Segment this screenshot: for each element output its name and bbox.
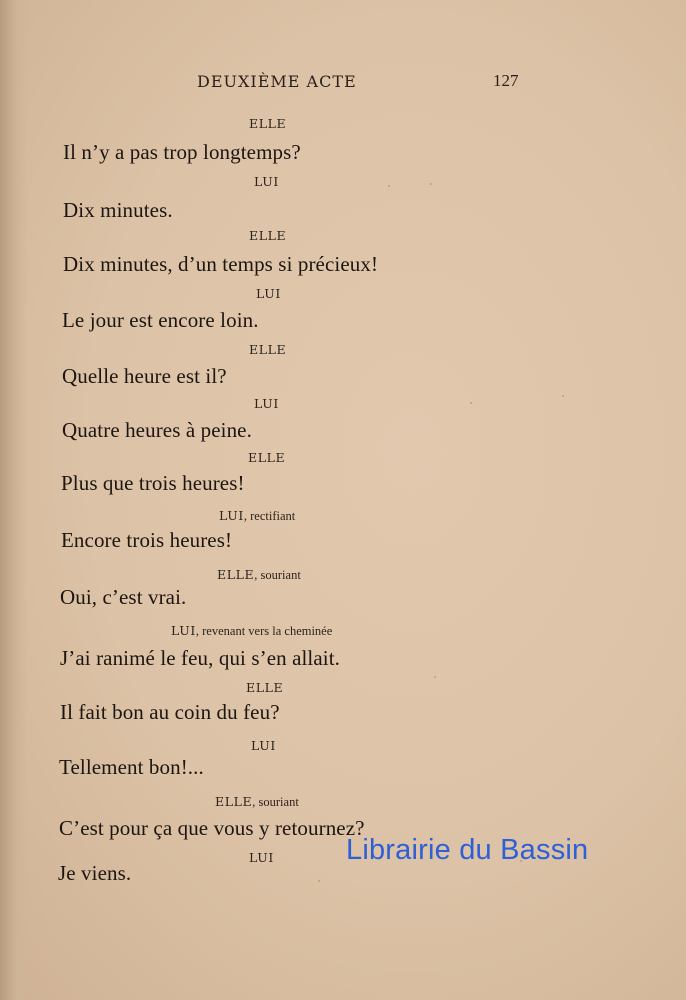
paper-speck: [430, 183, 432, 185]
paper-speck: [562, 395, 564, 397]
dialogue-line: J’ai ranimé le feu, qui s’en allait.: [60, 646, 340, 670]
speaker-cue: [249, 850, 274, 866]
speaker-name: ELLE: [246, 680, 284, 695]
speaker-name: LUI: [219, 508, 244, 523]
speaker-cue: [215, 794, 299, 810]
speaker-name: LUI: [251, 738, 276, 753]
speaker-name: ELLE: [249, 228, 287, 243]
paper-speck: [470, 402, 472, 404]
paper-speck: [388, 185, 390, 187]
paper-speck: [434, 676, 436, 678]
speaker-cue: [254, 174, 279, 190]
speaker-name: LUI: [256, 286, 281, 301]
dialogue-line: Oui, c’est vrai.: [60, 585, 187, 609]
dialogue-line: Le jour est encore loin.: [62, 308, 259, 332]
dialogue-line: Dix minutes.: [63, 198, 173, 222]
dialogue-line: Dix minutes, d’un temps si précieux!: [63, 252, 379, 276]
stage-direction: , souriant: [254, 568, 301, 582]
running-head-title: DEUXIÈME ACTE: [197, 72, 357, 91]
paper-speck: [520, 860, 522, 862]
speaker-cue: [256, 286, 281, 302]
speaker-name: ELLE: [215, 794, 253, 809]
speaker-cue: [219, 508, 295, 524]
speaker-cue: [171, 623, 332, 639]
stage-direction: , rectifiant: [243, 509, 296, 523]
stage-direction: , souriant: [252, 795, 299, 809]
dialogue-line: Encore trois heures!: [61, 528, 233, 552]
speaker-cue: [251, 738, 276, 754]
speaker-name: LUI: [254, 396, 279, 411]
speaker-cue: [217, 567, 301, 583]
speaker-name: ELLE: [217, 567, 255, 582]
dialogue-line: Il fait bon au coin du feu?: [60, 700, 280, 724]
speaker-cue: [248, 450, 285, 466]
speaker-cue: [249, 116, 286, 132]
speaker-name: ELLE: [248, 450, 286, 465]
speaker-name: LUI: [171, 623, 196, 638]
dialogue-line: Tellement bon!...: [59, 755, 204, 779]
paper-speck: [318, 880, 320, 882]
speaker-name: ELLE: [249, 116, 287, 131]
page-gutter-edge: [0, 0, 28, 1000]
speaker-name: ELLE: [249, 342, 287, 357]
dialogue-line: Il n’y a pas trop longtemps?: [63, 140, 301, 164]
dialogue-line: Plus que trois heures!: [61, 471, 245, 495]
speaker-cue: [249, 228, 286, 244]
stage-direction: , revenant vers la cheminée: [195, 624, 333, 638]
speaker-name: LUI: [254, 174, 279, 189]
dialogue-line: Quelle heure est il?: [62, 364, 227, 388]
speaker-name: LUI: [249, 850, 274, 865]
speaker-cue: [249, 342, 286, 358]
dialogue-line: C’est pour ça que vous y retournez?: [59, 816, 365, 840]
page-number: 127: [493, 71, 519, 90]
dialogue-line: Quatre heures à peine.: [62, 418, 252, 442]
speaker-cue: [246, 680, 283, 696]
bookseller-watermark: Librairie du Bassin: [346, 834, 589, 866]
speaker-cue: [254, 396, 279, 412]
dialogue-line: Je viens.: [58, 861, 132, 885]
